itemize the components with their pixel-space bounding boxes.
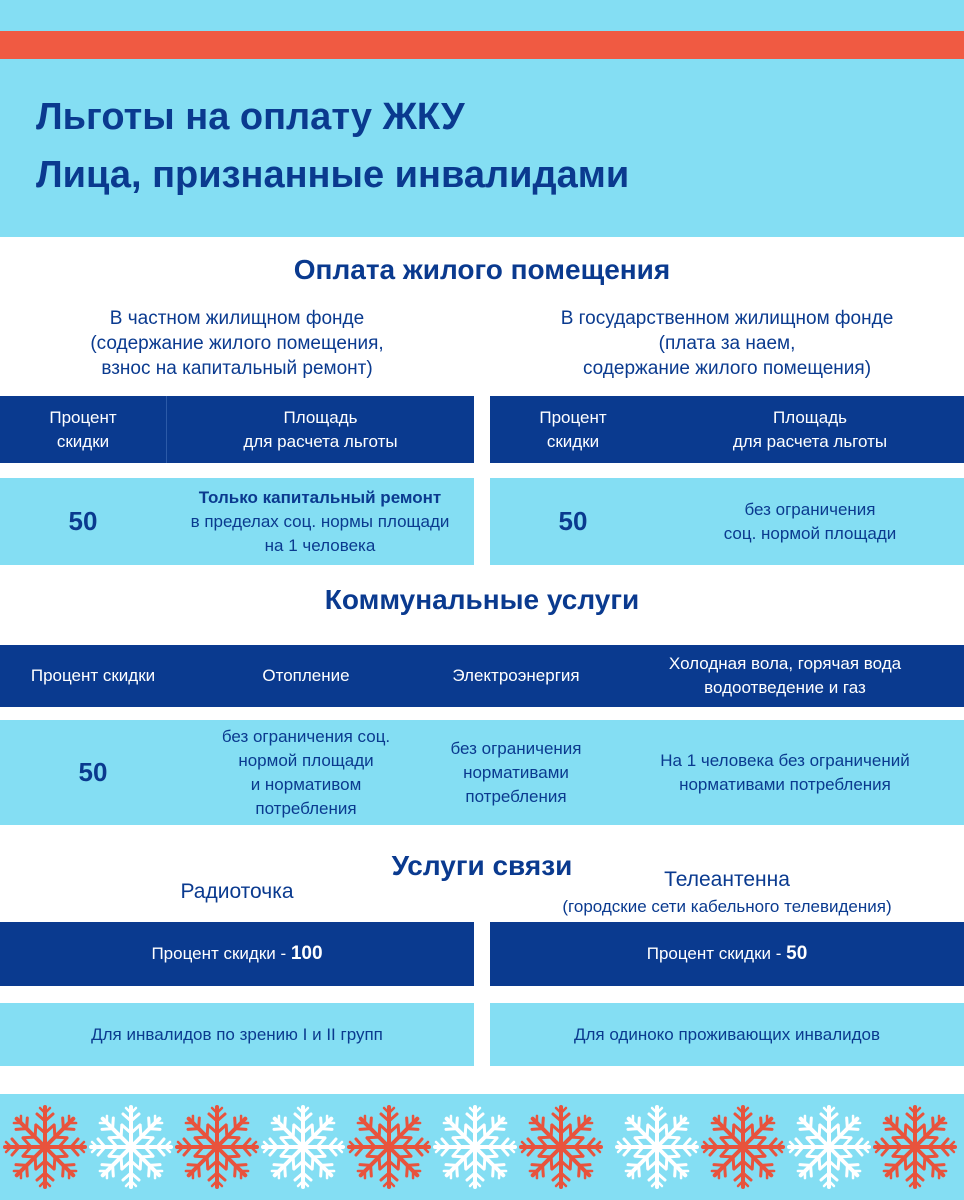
value-line: нормативами	[463, 762, 569, 782]
title-line-2: Лица, признанные инвалидами	[36, 154, 630, 196]
tv-discount-bar	[490, 922, 964, 986]
utilities-table-row	[0, 720, 964, 825]
state-table-row	[490, 478, 964, 565]
header-line: Процент	[539, 407, 607, 427]
header-line: скидки	[56, 431, 110, 451]
caption-line: В государственном жилищном фонде	[560, 308, 894, 329]
area-header	[656, 396, 964, 463]
water-header	[606, 645, 964, 707]
utilities-table-header	[0, 645, 964, 707]
area-bold-line: Только капитальный ремонт	[198, 487, 442, 507]
caption-line: В частном жилищном фонде	[109, 308, 365, 329]
value-line: нормативами потребления	[679, 774, 891, 794]
percent-header	[0, 396, 166, 463]
snowflake-icon	[617, 1107, 697, 1187]
utilities-section-title: Коммунальные услуги	[324, 584, 640, 615]
radio-discount-bar	[0, 922, 474, 986]
red-stripe	[0, 31, 964, 59]
utilities-discount-value: 50	[78, 757, 108, 787]
header-line: Площадь	[772, 407, 847, 427]
electricity-value	[426, 720, 606, 825]
heating-header: Отопление	[262, 666, 350, 685]
value-line: без ограничения	[450, 738, 582, 758]
snowflake-icon	[5, 1107, 85, 1187]
snowflake-icon	[91, 1107, 171, 1187]
header-line: Холодная вола, горячая вода	[668, 654, 902, 673]
snowflake-icon	[349, 1107, 429, 1187]
header-line: для расчета льготы	[243, 431, 398, 451]
radio-condition: Для инвалидов по зрению I и II групп	[0, 1003, 474, 1066]
snowflake-icon	[177, 1107, 257, 1187]
tv-caption: Телеантенна	[664, 868, 790, 891]
private-table-header	[0, 396, 474, 463]
value-line: На 1 человека без ограничений	[660, 750, 910, 770]
value-line: потребления	[255, 798, 357, 818]
electricity-header: Электроэнергия	[452, 666, 580, 685]
header-line: скидки	[546, 431, 600, 451]
water-value	[606, 720, 964, 825]
header-line: Площадь	[283, 407, 358, 427]
snowflake-border	[0, 1094, 964, 1200]
housing-section-title: Оплата жилого помещения	[293, 254, 671, 285]
state-area-value	[656, 478, 964, 565]
value-line: нормой площади	[238, 750, 374, 770]
snowflake-icon	[521, 1107, 601, 1187]
caption-line: содержание жилого помещения)	[582, 358, 872, 379]
discount-label: Процент скидки -	[151, 944, 291, 963]
private-fund-caption	[0, 306, 474, 381]
tv-subcaption: (городские сети кабельного телевидения)	[562, 897, 892, 916]
area-header	[166, 396, 474, 463]
discount-label: Процент скидки -	[646, 944, 787, 963]
percent-header	[490, 396, 656, 463]
snowflake-icon	[263, 1107, 343, 1187]
snowflake-icon	[875, 1107, 955, 1187]
caption-line: взнос на капитальный ремонт)	[101, 358, 373, 379]
discount-value: 100	[290, 943, 323, 964]
area-line: на 1 человека	[264, 535, 376, 555]
header-line: Процент	[49, 407, 117, 427]
caption-line: (содержание жилого помещения,	[90, 333, 384, 354]
tv-condition: Для одиноко проживающих инвалидов	[490, 1003, 964, 1066]
private-discount-value: 50	[68, 506, 98, 536]
value-line: потребления	[465, 786, 567, 806]
state-discount-value: 50	[558, 506, 588, 536]
snowflake-icon	[703, 1107, 783, 1187]
radio-caption: Радиоточка	[180, 880, 294, 903]
snowflake-icon	[435, 1107, 515, 1187]
communication-section-title: Услуги связи	[391, 850, 573, 881]
private-table-row	[0, 478, 474, 565]
snowflake-icon	[789, 1107, 869, 1187]
value-line: без ограничения соц.	[221, 726, 391, 746]
private-area-value	[166, 478, 474, 565]
value-line: и нормативом	[250, 774, 362, 794]
title-line-1: Льготы на оплату ЖКУ	[36, 96, 465, 138]
state-fund-caption	[490, 306, 964, 381]
area-line: в пределах соц. нормы площади	[190, 511, 450, 531]
state-table-header	[490, 396, 964, 463]
heating-value	[186, 720, 426, 825]
caption-line: (плата за наем,	[658, 333, 796, 354]
snowflake-row	[0, 1094, 964, 1200]
discount-value: 50	[786, 943, 808, 964]
percent-header: Процент скидки	[30, 666, 156, 685]
header-line: для расчета льготы	[732, 431, 888, 451]
area-line: соц. нормой площади	[723, 523, 897, 543]
area-line: без ограничения	[744, 499, 876, 519]
header-line: водоотведение и газ	[704, 678, 866, 697]
